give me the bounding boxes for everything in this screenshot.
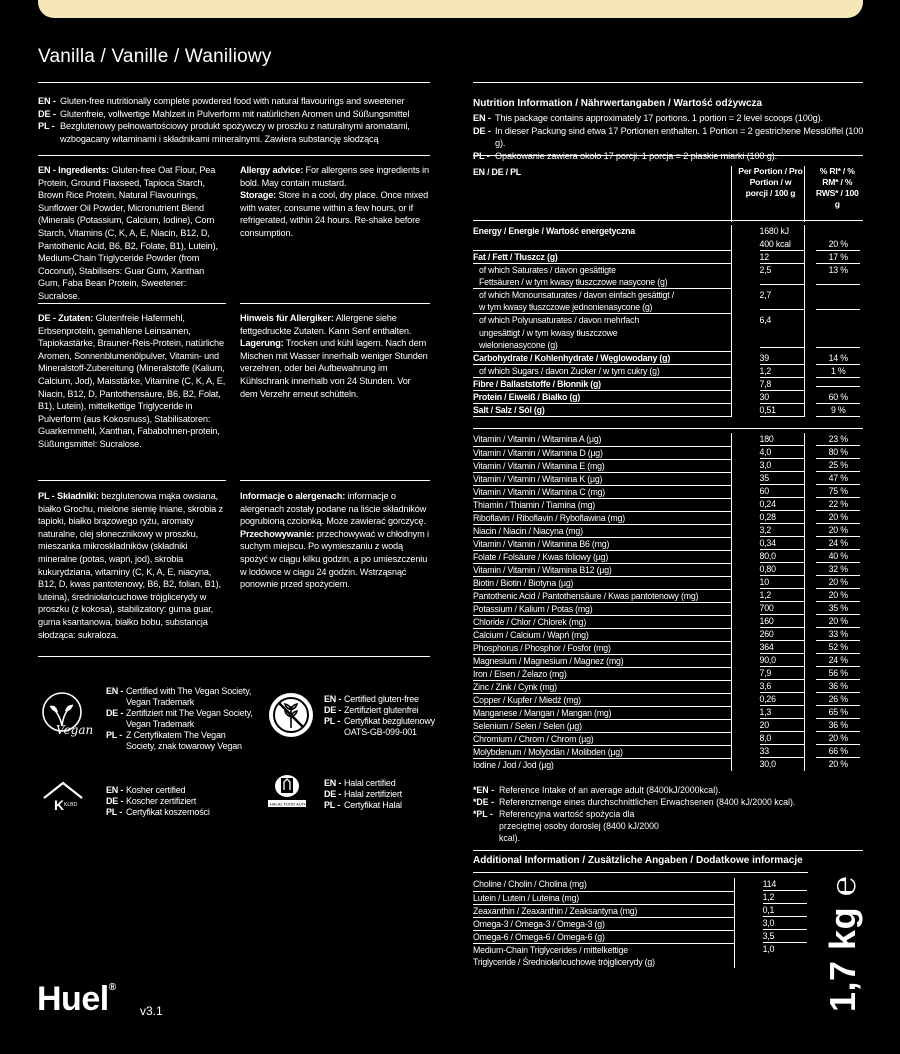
nutrient-ri: 20 %: [816, 732, 860, 745]
nutrient-label: Chromium / Chrom / Chrom (µg): [473, 732, 731, 745]
nutrient-label: Medium-Chain Triglycerides / mittelkettige: [473, 944, 628, 955]
nutrient-value: 33: [760, 745, 804, 758]
nutrient-label: Triglyceride / Średniołańcuchowe trójglicerydy (g): [473, 956, 655, 967]
nutrient-value: 400 kcal: [760, 238, 804, 251]
top-label-band: [38, 0, 863, 18]
nutrient-label: Carbohydrate / Kohlenhydrate / Węglowodany (g): [473, 352, 731, 365]
nutrient-label: Copper / Kupfer / Miedź (mg): [473, 693, 731, 706]
nutrient-label: Lutein / Lutein / Luteina (mg): [473, 891, 734, 904]
nutrient-row: [473, 485, 862, 498]
nutrient-ri: 60 %: [816, 391, 860, 404]
nutrient-label: Selenium / Selen / Selen (µg): [473, 719, 731, 732]
additional-table: [473, 878, 808, 968]
column-per-portion: Per Portion / Pro Portion / w porcji / 100 g: [731, 166, 804, 222]
nutrient-label: Fat / Fett / Tłuszcz (g): [473, 251, 731, 264]
nutrient-row: [473, 511, 862, 524]
nutrient-row: [473, 446, 862, 459]
nutrient-row: [473, 891, 808, 904]
nutrient-value: 1,2: [763, 891, 807, 904]
nutrient-label: wielonienasycone (g): [473, 339, 731, 352]
nutrient-ri: 25 %: [816, 459, 860, 472]
nutrient-row: [473, 576, 862, 589]
nutrient-row: [473, 654, 862, 667]
nutrient-ri: 66 %: [816, 745, 860, 758]
nutrient-row: [473, 404, 862, 417]
nutrient-label: Manganese / Mangan / Mangan (mg): [473, 706, 731, 719]
nutrient-label: Zinc / Zink / Cynk (mg): [473, 680, 731, 693]
nutrient-row: [473, 550, 862, 563]
divider: [473, 850, 863, 851]
divider: [473, 220, 863, 221]
nutrient-ri: 24 %: [816, 654, 860, 667]
nutrient-value: 160: [760, 615, 804, 628]
column-label: EN / DE / PL: [473, 167, 521, 177]
svg-text:Vegan: Vegan: [56, 723, 94, 737]
nutrient-label: Riboflavin / Riboflavin / Ryboflawina (mg): [473, 511, 731, 524]
flavour-title: Vanilla / Vanille / Waniliowy: [38, 46, 272, 67]
nutrient-label: Vitamin / Vitamin / Witamina D (µg): [473, 446, 731, 459]
nutrient-value: 0,34: [760, 537, 804, 550]
nutrient-value: 7,8: [760, 378, 804, 391]
nutrient-label: Pantothenic Acid / Pantothensäure / Kwas pantotenowy (mg): [473, 589, 731, 602]
nutrient-row: [473, 352, 862, 365]
nutrient-value: 1680 kJ: [759, 226, 789, 236]
nutrient-row: [473, 472, 862, 485]
nutrient-row: [473, 563, 862, 576]
nutrition-table-header: [473, 166, 862, 222]
nutrient-value: 80,0: [760, 550, 804, 563]
nutrient-ri: 40 %: [816, 550, 860, 563]
portion-info: EN - This package contains approximately 17 portions. 1 portion = 2 level scoops (100g). DE - In dieser Packung sind etwa 17 Portionen enthalten. 1 Portion = 2 gestrichene Messlöffel (100 g).: [473, 113, 864, 149]
nutrient-row: [473, 251, 862, 264]
nutrient-row: [473, 378, 862, 391]
nutrient-value: 35: [760, 472, 804, 485]
nutrient-row: [473, 289, 862, 302]
estimated-sign-icon: ℮: [825, 875, 863, 897]
nutrition-table: [473, 225, 862, 417]
nutrient-row: [473, 732, 862, 745]
reference-footnotes: *EN - Reference Intake of an average adult (8400kJ/2000kcal). *DE - Referenzmenge eines durchschnittlichen Erwachsenen (8400 kJ/2000 kcal). *PL - Referencyjna wartość spożycia dla przeciętnej osoby doroslej (8400 kJ/2000 kcal).: [473, 785, 796, 843]
nutrient-row: [473, 904, 808, 917]
nutrient-value: 10: [760, 576, 804, 589]
allergy-de: Hinweis für Allergiker: Allergene siehe fettgedruckte Zutaten. Kann Senf enthalten. Lagerung: Trocken und kühl lagern. Nach dem Mischen mit Wasser innerhalb weniger Stunden verzehren, oder bei Aufbewahrung im Kühlschrank innerhalb von 24 Stunden. Vor dem Verzehr erneut schütteln.: [240, 313, 428, 399]
ingredients-en: EN - Ingredients: Gluten-free Oat Flour, Pea Protein, Ground Flaxseed, Tapioca Starch, Brown Rice Protein, Natural Flavourings, Sunflower Oil Powder, Micronutrient Blend (Minerals (Potassium, Calcium, Iodine), Corn Starch, Vitamins (C, K, A, E, Niacin, B12, D, Pantothenic Acid, B6, B2, Folate, B1), Lutein), Medium-Chain Triglyceride Powder (from Coconut), Stabilisers: Guar Gum, Xanthan Gum, Faba Bean Protein, Sweetener: Sucralose.: [38, 165, 218, 301]
nutrient-value: 12: [760, 251, 804, 264]
nutrient-label: Vitamin / Vitamin / Witamina E (mg): [473, 459, 731, 472]
nutrient-label: Magnesium / Magnesium / Magnez (mg): [473, 654, 731, 667]
nutrient-label: Salt / Salz / Sól (g): [473, 404, 731, 417]
nutrient-label: Energy / Energie / Wartość energetyczna: [473, 226, 636, 236]
nutrient-value: 0,28: [760, 511, 804, 524]
nutrient-row: [473, 264, 862, 277]
nutrient-value: [760, 309, 804, 310]
svg-text:K: K: [54, 797, 65, 813]
nutrient-value: 30: [760, 391, 804, 404]
nutrient-label: Iodine / Jod / Jod (µg): [473, 759, 554, 770]
vitamins-table: [473, 433, 862, 771]
nutrient-value: 39: [760, 352, 804, 365]
nutrient-label: of which Sugars / davon Zucker / w tym cukry (g): [473, 365, 731, 378]
nutrient-ri: 32 %: [816, 563, 860, 576]
nutrient-label: Molybdenum / Molybdän / Molibden (µg): [473, 745, 731, 758]
divider: [38, 303, 226, 304]
nutrient-row: [473, 276, 862, 289]
divider: [240, 480, 430, 481]
nutrient-label: Thiamin / Thiamin / Tiamina (mg): [473, 498, 731, 511]
nutrient-value: 1,0: [762, 944, 775, 954]
nutrient-ri: 35 %: [816, 602, 860, 615]
nutrient-ri: 26 %: [816, 693, 860, 706]
nutrient-value: 4,0: [760, 446, 804, 459]
kosher-cert-text: EN - Kosher certified DE - Koscher zertifiziert PL - Certyfikat koszerności: [106, 785, 210, 817]
nutrient-row: [473, 706, 862, 719]
nutrient-ri: 24 %: [816, 537, 860, 550]
ingredients-pl: PL - Składniki: bezglutenowa mąka owsiana, białko Grochu, mielone siemię lniane, skrobia z tapioki, białko brązowego ryżu, aromaty naturalne, olej słonecznikowy w proszku, mieszanka mikroskładników (składniki mineralne (potas, wapń, jod), skrobia kukurydziana, witaminy (C, K, A, E, niacyna, B12, D, kwas pantotenowy, B6, B2, folian, B1), luteina), średniołańcuchowe trójglicerydy w proszku (z kokosa), stabilizatory: guma guar, guma ksantanowa, białko bobu, substancja słodząca: sukraloza.: [38, 491, 223, 640]
nutrient-ri: 80 %: [816, 446, 860, 459]
nutrient-label: Vitamin / Vitamin / Witamina B6 (mg): [473, 537, 731, 550]
nutrient-value: 6,4: [759, 314, 772, 325]
allergy-pl: Informacje o alergenach: informacje o alergenach zostały podane na liście składników pogrubioną czcionką. Może zawierać gorczycę. Przechowywanie: przechowywać w chłodnym i suchym miejscu. Po wymieszaniu z wodą spożyć w ciągu kilku godzin, a po umieszczeniu w lodówce w ciągu 24 godzin. Wstrząsnąć ponownie przed spożyciem.: [240, 491, 429, 590]
nutrient-ri: 20 %: [816, 238, 860, 251]
nutrient-label: Choline / Cholin / Cholina (mg): [473, 878, 734, 891]
nutrient-ri: 1 %: [816, 365, 860, 378]
nutrient-ri: [816, 347, 860, 348]
nutrient-ri: 20 %: [816, 615, 860, 628]
nutrient-value: 0,24: [760, 498, 804, 511]
nutrient-value: 30,0: [759, 759, 776, 769]
nutrient-ri: 36 %: [816, 680, 860, 693]
nutrient-value: 0,51: [760, 404, 804, 417]
nutrient-row: [473, 943, 808, 956]
nutrient-label: Potassium / Kalium / Potas (mg): [473, 602, 731, 615]
nutrient-value: 7,9: [760, 667, 804, 680]
nutrient-row: [473, 301, 862, 314]
nutrient-label: [473, 238, 731, 251]
nutrient-label: Fettsäuren / w tym kwasy tłuszczowe nasycone (g): [473, 276, 731, 289]
nutrient-label: Omega-3 / Omega-3 / Omega-3 (g): [473, 917, 734, 930]
allergy-en: Allergy advice: For allergens see ingredients in bold. May contain mustard. Storage: Store in a cool, dry place. Once mixed with water, consume within a few hours, or if refrigerated, within 24 hours. Re-shake before consumption.: [240, 165, 429, 238]
nutrient-ri: 22 %: [816, 498, 860, 511]
nutrient-ri: 20 %: [828, 759, 848, 769]
vegan-cert-text: EN - Certified with The Vegan Society, Vegan Trademark DE - Zertifiziert mit The Vegan Society, Vegan Trademark PL - Z Certyfikatem The Vegan Society, znak towarowy Vegan: [106, 686, 253, 751]
nutrient-ri: [816, 284, 860, 285]
nutrient-row: [473, 719, 862, 732]
svg-text:KLBD: KLBD: [64, 802, 78, 808]
nutrient-ri: [816, 386, 860, 387]
nutrient-ri: 17 %: [816, 251, 860, 264]
nutrient-row: [473, 433, 862, 446]
nutrient-row: [473, 365, 862, 378]
kosher-klbd-icon: [40, 780, 86, 818]
nutrient-ri: 20 %: [816, 589, 860, 602]
nutrient-label: of which Saturates / davon gesättigte: [479, 265, 616, 276]
nutrient-ri: 75 %: [816, 485, 860, 498]
nutrient-label: Protein / Eiweiß / Białko (g): [473, 391, 731, 404]
divider: [38, 82, 430, 83]
nutrient-value: 3,5: [763, 930, 807, 943]
nutrient-label: of which Monounsaturates / davon einfach gesättigt /: [479, 290, 674, 301]
nutrient-ri: 33 %: [816, 628, 860, 641]
nutrient-row: [473, 745, 862, 758]
divider: [240, 303, 430, 304]
nutrition-heading: Nutrition Information / Nährwertangaben / Wartość odżywcza: [473, 98, 763, 109]
nutrient-value: 2,7: [759, 289, 772, 300]
gluten-free-icon: [266, 690, 316, 740]
nutrient-row: [473, 878, 808, 891]
nutrient-ri: 47 %: [816, 472, 860, 485]
svg-text:HALAL FOOD AUTHORITY: HALAL FOOD AUTHORITY: [270, 801, 320, 807]
nutrient-value: 0,80: [760, 563, 804, 576]
nutrient-value: 60: [760, 485, 804, 498]
nutrient-row: [473, 498, 862, 511]
version-label: v3.1: [140, 1004, 163, 1018]
nutrient-label: Phosphorus / Phosphor / Fosfor (mg): [473, 641, 731, 654]
nutrient-row: [473, 667, 862, 680]
divider: [38, 656, 430, 657]
divider: [473, 155, 863, 156]
nutrient-ri: 65 %: [816, 706, 860, 719]
nutrient-label: Niacin / Niacin / Niacyna (mg): [473, 524, 731, 537]
gluten-cert-text: EN - Certified gluten-free DE - Zertifiziert glutenfrei PL - Certyfikat bezglutenowy OATS-GB-099-001: [324, 694, 435, 737]
nutrient-ri: 56 %: [816, 667, 860, 680]
nutrient-label: Biotin / Biotin / Biotyna (µg): [473, 576, 731, 589]
ingredients-de: DE - Zutaten: Glutenfreie Hafermehl, Erbsenprotein, gemahlene Leinsamen, Tapiokastärke, Brauner-Reis-Protein, natürliche Aromen, Sonnenblumenölpulver, Vitamin- und Mineralstoff-Zubereitung (Mineralstoffe (Kalium, Calcium, Jod), Maisstärke, Vitamine (C, K, A, E, Niacin, B12, D, Pantothensäure, B6, B2, Folat, B1), Lutein), mittelkettige Triglyceride in Pulverform (aus Kokosnuss), Stabilisatoren: Guarkernmehl, Xanthan, Fababohnen-protein, Süßungsmittel: Sucralose.: [38, 313, 226, 449]
nutrient-ri: 23 %: [816, 433, 860, 446]
divider: [473, 82, 863, 83]
nutrient-value: 364: [760, 641, 804, 654]
nutrient-label: Zeaxanthin / Zeaxanthin / Zeaksantyna (mg): [473, 904, 734, 917]
nutrient-value: 700: [760, 602, 804, 615]
nutrient-row: [473, 225, 862, 238]
nutrient-value: 260: [760, 628, 804, 641]
nutrient-label: Fibre / Ballaststoffe / Błonnik (g): [473, 378, 731, 391]
nutrient-value: 3,0: [760, 459, 804, 472]
brand-logo: Huel®: [37, 980, 116, 1018]
nutrient-row: [473, 758, 862, 771]
divider: [38, 155, 430, 156]
nutrient-row: [473, 537, 862, 550]
nutrient-value: 8,0: [760, 732, 804, 745]
nutrient-value: 90,0: [760, 654, 804, 667]
nutrient-row: [473, 589, 862, 602]
nutrient-value: 0,1: [763, 904, 807, 917]
nutrient-ri: 20 %: [816, 511, 860, 524]
divider: [473, 428, 863, 429]
nutrient-value: 2,5: [759, 264, 772, 275]
nutrient-row: [473, 930, 808, 943]
nutrient-row: [473, 680, 862, 693]
nutrient-value: 3,6: [760, 680, 804, 693]
halal-cert-text: EN - Halal certified DE - Halal zertifiziert PL - Certyfikat Halal: [324, 778, 402, 810]
nutrient-row: [473, 238, 862, 251]
nutrient-ri: [816, 309, 860, 310]
divider: [38, 480, 226, 481]
halal-food-authority-icon: [262, 770, 320, 816]
nutrient-ri: 20 %: [816, 524, 860, 537]
nutrient-ri: 52 %: [816, 641, 860, 654]
nutrient-value: 1,3: [760, 706, 804, 719]
nutrient-value: 0,26: [760, 693, 804, 706]
net-weight: 1,7 kg ℮: [822, 875, 863, 1012]
nutrient-label: Folate / Folsäure / Kwas foliowy (µg): [473, 550, 731, 563]
nutrient-label: Omega-6 / Omega-6 / Omega-6 (g): [473, 930, 734, 943]
nutrient-ri: 13 %: [828, 264, 848, 275]
nutrient-value: 114: [763, 878, 807, 891]
nutrient-label: w tym kwasy tłuszczowe jednonienasycone (g): [473, 301, 731, 314]
nutrient-value: 3,0: [763, 917, 807, 930]
nutrient-label: Vitamin / Vitamin / Witamina C (mg): [473, 485, 731, 498]
nutrient-value: 20: [760, 719, 804, 732]
nutrient-row: [473, 917, 808, 930]
additional-heading: Additional Information / Zusätzliche Angaben / Dodatkowe informacje: [473, 855, 803, 866]
nutrient-row: [473, 956, 808, 969]
nutrient-ri: 20 %: [816, 576, 860, 589]
nutrient-value: 3,2: [760, 524, 804, 537]
nutrient-value: 1,2: [760, 589, 804, 602]
nutrient-row: [473, 615, 862, 628]
nutrient-ri: 9 %: [816, 404, 860, 417]
nutrient-label: Vitamin / Vitamin / Witamina K (µg): [473, 472, 731, 485]
vegan-trademark-icon: [38, 690, 100, 738]
product-description: EN - Gluten-free nutritionally complete powdered food with natural flavourings and sweetener DE - Glutenfreie, vollwertige Mahlzeit in Pulverform mit natürlichen Aromen und Süßungsmittel PL - Bezglutenowy pełnowartościowy produkt spożywczy w proszku z naturalnymi aromatami, wzbogacany witaminami i składnikami mineralnymi. Zawiera substancję słodzącą: [38, 96, 410, 144]
nutrient-label: Calcium / Calcium / Wapń (mg): [473, 628, 731, 641]
nutrient-row: [473, 524, 862, 537]
nutrient-row: [473, 602, 862, 615]
nutrient-label: Vitamin / Vitamin / Witamina B12 (µg): [473, 563, 731, 576]
nutrient-ri: 36 %: [816, 719, 860, 732]
column-ri: % RI* / % RM* / % RWS* / 100 g: [815, 166, 859, 209]
nutrient-row: [473, 693, 862, 706]
divider: [473, 872, 808, 873]
nutrient-label: of which Polyunsaturates / davon mehrfach: [479, 315, 640, 326]
nutrient-row: [473, 391, 862, 404]
nutrient-label: Iron / Eisen / Żelazo (mg): [473, 667, 731, 680]
nutrient-label: Vitamin / Vitamin / Witamina A (µg): [473, 433, 731, 446]
nutrient-value: 1,2: [760, 365, 804, 378]
nutrient-row: [473, 459, 862, 472]
nutrient-label: ungesättigt / w tym kwasy tłuszczowe: [479, 327, 618, 338]
nutrient-row: [473, 314, 862, 327]
nutrient-value: [760, 284, 804, 285]
nutrient-row: [473, 327, 862, 340]
nutrient-row: [473, 628, 862, 641]
nutrient-ri: 14 %: [816, 352, 860, 365]
nutrient-value: [760, 347, 804, 348]
nutrient-value: 180: [760, 433, 804, 446]
nutrient-row: [473, 339, 862, 352]
nutrient-label: Chloride / Chlor / Chlorek (mg): [473, 615, 731, 628]
nutrient-row: [473, 641, 862, 654]
